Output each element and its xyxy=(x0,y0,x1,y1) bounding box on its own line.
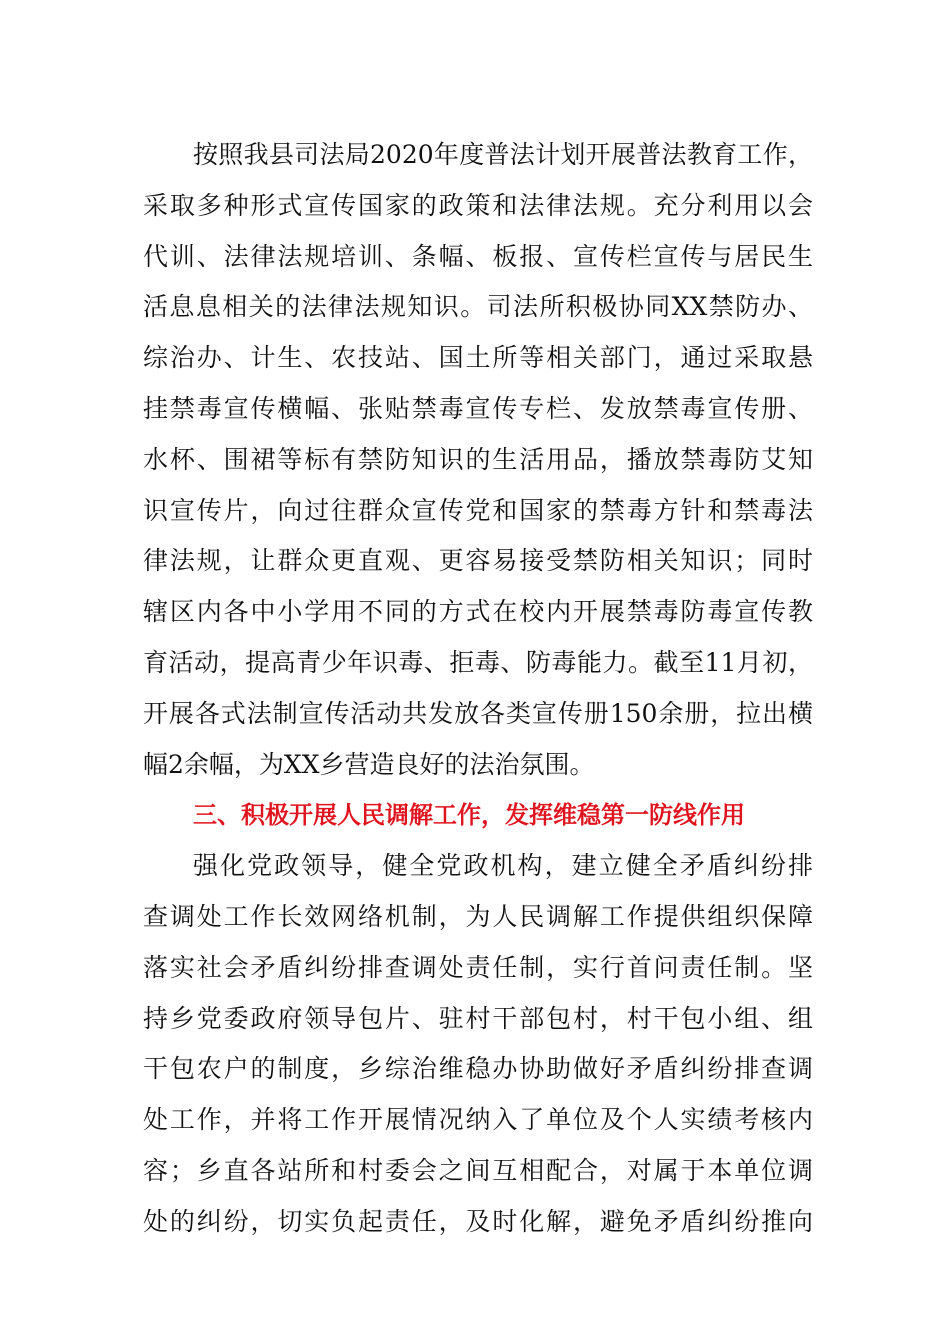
text-line: 处的纠纷，切实负起责任，及时化解，避免矛盾纠纷推向 xyxy=(143,1206,813,1236)
text-line: 采取多种形式宣传国家的政策和法律法规。充分利用以会 xyxy=(143,190,813,220)
text-line: 处工作，并将工作开展情况纳入了单位及个人实绩考核内 xyxy=(143,1105,813,1135)
text-line: 育活动，提高青少年识毒、拒毒、防毒能力。截至11月初， xyxy=(143,647,813,677)
paragraph-legal-education xyxy=(143,130,813,790)
text-line: 查调处工作长效网络机制，为人民调解工作提供组织保障 xyxy=(143,901,813,931)
document-body xyxy=(143,130,813,1248)
text-line: 按照我县司法局2020年度普法计划开展普法教育工作， xyxy=(193,140,813,169)
text-line: 强化党政领导，健全党政机构，建立健全矛盾纠纷排 xyxy=(193,851,813,881)
paragraph-mediation xyxy=(143,841,813,1247)
text-line: 代训、法律法规培训、条幅、板报、宣传栏宣传与居民生 xyxy=(143,241,813,271)
text-line: 活息息相关的法律法规知识。司法所积极协同XX禁防办、 xyxy=(143,292,813,322)
text-line: 挂禁毒宣传横幅、张贴禁毒宣传专栏、发放禁毒宣传册、 xyxy=(143,393,813,423)
text-line: 开展各式法制宣传活动共发放各类宣传册150余册，拉出横 xyxy=(143,698,813,728)
text-line: 干包农户的制度，乡综治维稳办协助做好矛盾纠纷排查调 xyxy=(143,1054,813,1084)
text-line: 幅2余幅，为XX乡营造良好的法治氛围。 xyxy=(143,749,595,779)
text-line: 持乡党委政府领导包片、驻村干部包村，村干包小组、组 xyxy=(143,1003,813,1033)
section-heading: 三、积极开展人民调解工作，发挥维稳第一防线作用 xyxy=(193,801,745,830)
text-line: 辖区内各中小学用不同的方式在校内开展禁毒防毒宣传教 xyxy=(143,597,813,627)
text-line: 容；乡直各站所和村委会之间互相配合，对属于本单位调 xyxy=(143,1155,813,1185)
text-line: 识宣传片，向过往群众宣传党和国家的禁毒方针和禁毒法 xyxy=(143,495,813,525)
text-line: 水杯、围裙等标有禁防知识的生活用品，播放禁毒防艾知 xyxy=(143,444,813,474)
text-line: 综治办、计生、农技站、国土所等相关部门，通过采取悬 xyxy=(143,343,813,373)
text-line: 落实社会矛盾纠纷排查调处责任制，实行首问责任制。坚 xyxy=(143,952,813,982)
text-line: 律法规，让群众更直观、更容易接受禁防相关知识；同时 xyxy=(143,546,813,576)
